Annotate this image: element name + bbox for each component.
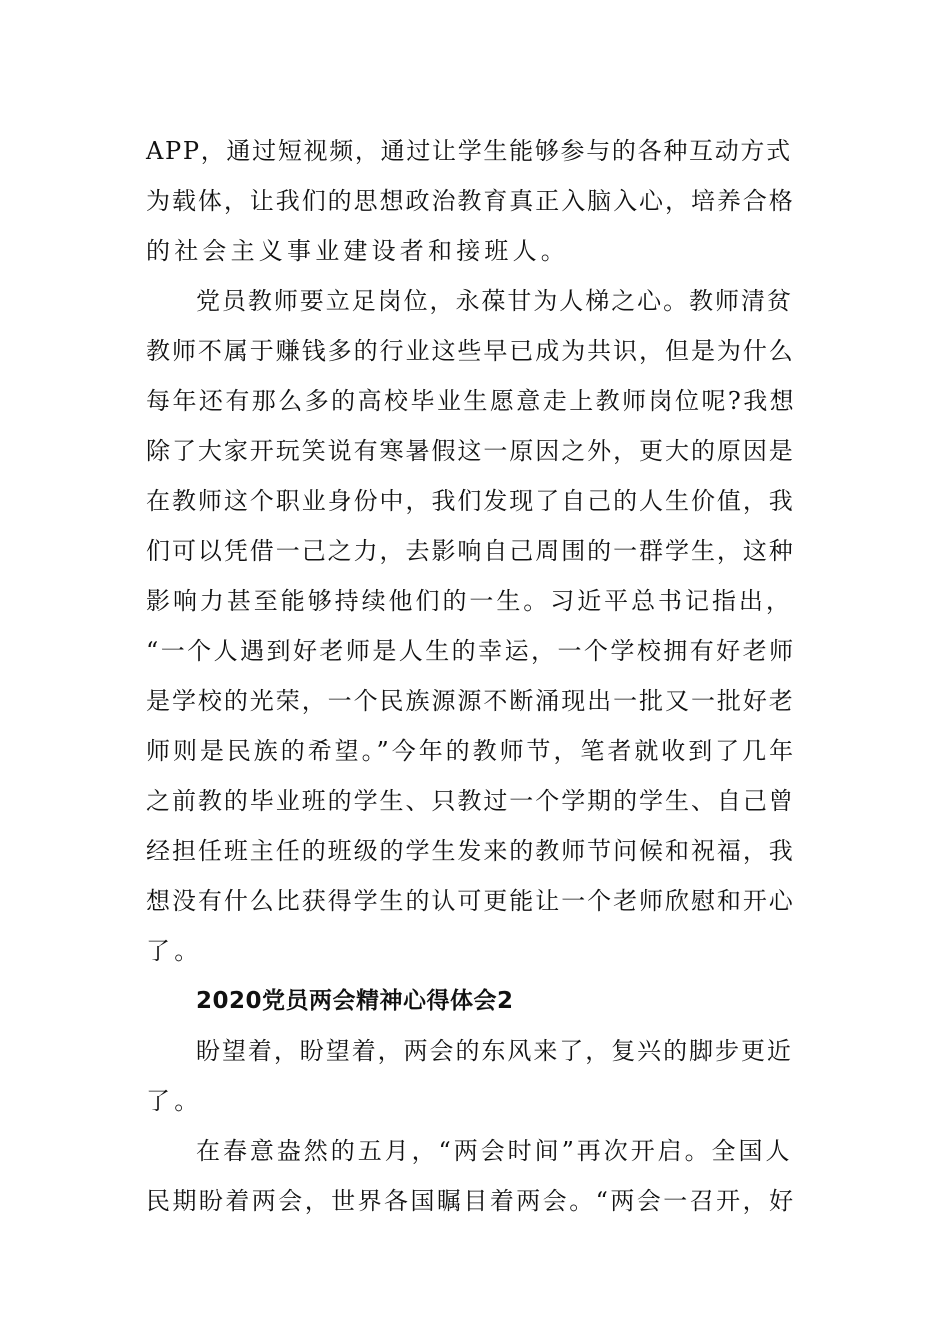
text-line: 经担任班主任的班级的学生发来的教师节问候和祝福，我 <box>146 837 795 865</box>
text-line: 每年还有那么多的高校毕业生愿意走上教师岗位呢?我想 <box>146 387 797 415</box>
text-line: 影响力甚至能够持续他们的一生。习近平总书记指出， <box>146 587 793 615</box>
text-line: “一个人遇到好老师是人生的幸运，一个学校拥有好老师 <box>146 637 796 665</box>
paragraph-4 <box>146 1126 796 1226</box>
text-line: 教师不属于赚钱多的行业这些早已成为共识，但是为什么 <box>146 337 795 365</box>
text-line: 们可以凭借一己之力，去影响自己周围的一群学生，这种 <box>146 537 795 565</box>
text-line: 除了大家开玩笑说有寒暑假这一原因之外，更大的原因是 <box>146 437 795 465</box>
paragraph-3 <box>146 1026 796 1126</box>
text-line: 之前教的毕业班的学生、只教过一个学期的学生、自己曾 <box>146 787 795 815</box>
text-line: 的社会主义事业建设者和接班人。 <box>146 237 569 265</box>
text-line: 党员教师要立足岗位，永葆甘为人梯之心。教师清贫 <box>196 287 793 315</box>
text-line: 是学校的光荣，一个民族源源不断涌现出一批又一批好老 <box>146 687 795 715</box>
text-line: 了。 <box>146 937 203 965</box>
text-line: 了。 <box>146 1087 203 1115</box>
paragraph-1 <box>146 126 796 276</box>
text-line: APP，通过短视频，通过让学生能够参与的各种互动方式 <box>146 137 792 165</box>
text-line: 师则是民族的希望。”今年的教师节，笔者就收到了几年 <box>146 737 797 765</box>
document-body <box>146 126 796 1226</box>
paragraph-2 <box>146 276 796 976</box>
text-line: 在春意盎然的五月，“两会时间”再次开启。全国人 <box>196 1137 793 1165</box>
text-line: 为载体，让我们的思想政治教育真正入脑入心，培养合格 <box>146 187 795 215</box>
section-heading: 2020党员两会精神心得体会2 <box>196 988 514 1014</box>
text-line: 在教师这个职业身份中，我们发现了自己的人生价值，我 <box>146 487 795 515</box>
text-line: 想没有什么比获得学生的认可更能让一个老师欣慰和开心 <box>146 887 795 915</box>
text-line: 盼望着，盼望着，两会的东风来了，复兴的脚步更近 <box>196 1037 793 1065</box>
text-line: 民期盼着两会，世界各国瞩目着两会。“两会一召开，好 <box>146 1187 796 1215</box>
